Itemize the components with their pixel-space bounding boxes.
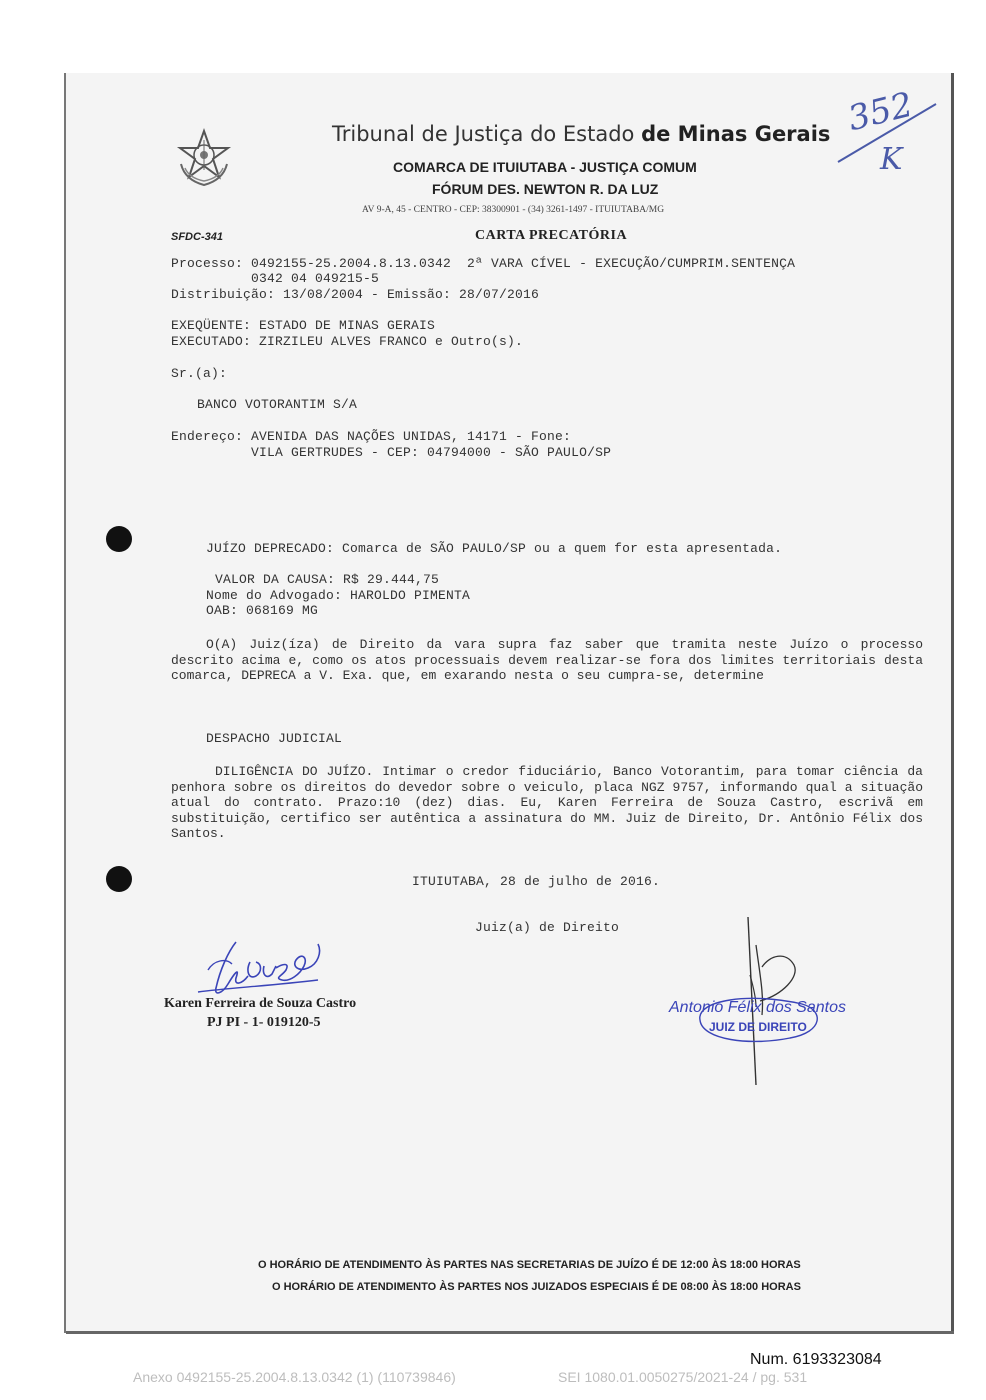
valor-da-causa: VALOR DA CAUSA: R$ 29.444,75 [215,572,440,587]
annex-reference: Anexo 0492155-25.2004.8.13.0342 (1) (110739846) [133,1369,456,1385]
process-secondary-number: 0342 04 049215-5 [171,271,380,286]
body-paragraph: O(A) Juiz(íza) de Direito da vara supra faz saber que tramita neste Juízo o processo descrito acima e, como os atos processuais devem realizar-se fora dos limites territoriais desta comarca, DEPRECA a V. Exa. que, em exarando nesta o seu cumpra-se, determine [171,637,923,683]
oab-number: OAB: 068169 MG [206,603,319,618]
document-number: Num. 6193323084 [750,1351,882,1368]
footer-hours-juizados: O HORÁRIO DE ATENDIMENTO ÀS PARTES NOS JUIZADOS ESPECIAIS É DE 08:00 ÀS 18:00 HORAS [272,1281,801,1293]
despacho-heading: DESPACHO JUDICIAL [206,731,343,746]
comarca-line: COMARCA DE ITUIUTABA - JUSTIÇA COMUM [393,159,697,175]
juizo-deprecado: JUÍZO DEPRECADO: Comarca de SÃO PAULO/SP ou a quem for esta apresentada. [206,541,783,556]
recipient-address-line-2: VILA GERTRUDES - CEP: 04794000 - SÃO PAULO/SP [171,445,612,460]
handwritten-initial: K [880,142,903,177]
handwritten-page-number: 352 [844,84,917,140]
sei-reference: SEI 1080.01.0050275/2021-24 / pg. 531 [558,1369,808,1385]
forum-line: FÓRUM DES. NEWTON R. DA LUZ [432,181,659,197]
judge-label: Juiz(a) de Direito [475,920,620,935]
advogado-name: Nome do Advogado: HAROLDO PIMENTA [206,588,471,603]
punch-hole-top [106,526,132,552]
judge-stamp-role: JUIZ DE DIREITO [709,1020,807,1034]
distribution-line: Distribuição: 13/08/2004 - Emissão: 28/07/2016 [171,287,540,302]
punch-hole-bottom [106,866,132,892]
date-line: ITUIUTABA, 28 de julho de 2016. [412,874,661,889]
executado-line: EXECUTADO: ZIRZILEU ALVES FRANCO e Outro(s). [171,334,524,349]
recipient-name: BANCO VOTORANTIM S/A [197,397,358,412]
footer-hours-secretarias: O HORÁRIO DE ATENDIMENTO ÀS PARTES NAS SECRETARIAS DE JUÍZO É DE 12:00 ÀS 18:00 HORAS [258,1259,801,1271]
clerk-name: Karen Ferreira de Souza Castro [164,996,357,1011]
judge-stamp-name: Antonio Félix dos Santos [669,999,846,1016]
despacho-text: DILIGÊNCIA DO JUÍZO. Intimar o credor fiduciário, Banco Votorantim, para tomar ciência da penhora sobre os direitos do devedor sobre o veiculo, placa NGZ 9757, informando qual a situação atual do contrato. Prazo:10 (dez) dias. Eu, Karen Ferreira de Souza Castro, escrivã em substituição, certifico ser autêntica a assinatura do MM. Juiz de Direito, Dr. Antônio Félix dos Santos. [171,764,923,841]
recipient-address-line-1: Endereço: AVENIDA DAS NAÇÕES UNIDAS, 14171 - Fone: [171,429,572,444]
document-title: CARTA PRECATÓRIA [475,228,628,243]
coat-of-arms-icon [175,128,233,188]
court-title: Tribunal de Justiça do Estado de Minas Gerais [332,122,831,146]
exequente-line: EXEQÜENTE: ESTADO DE MINAS GERAIS [171,318,436,333]
process-line: Processo: 0492155-25.2004.8.13.0342 2ª VARA CÍVEL - EXECUÇÃO/CUMPRIM.SENTENÇA [171,256,796,271]
document-code: SFDC-341 [171,231,223,243]
salutation: Sr.(a): [171,366,228,381]
clerk-id: PJ PI - 1- 019120-5 [207,1015,321,1030]
court-address: AV 9-A, 45 - CENTRO - CEP: 38300901 - (34) 3261-1497 - ITUIUTABA/MG [362,205,665,215]
